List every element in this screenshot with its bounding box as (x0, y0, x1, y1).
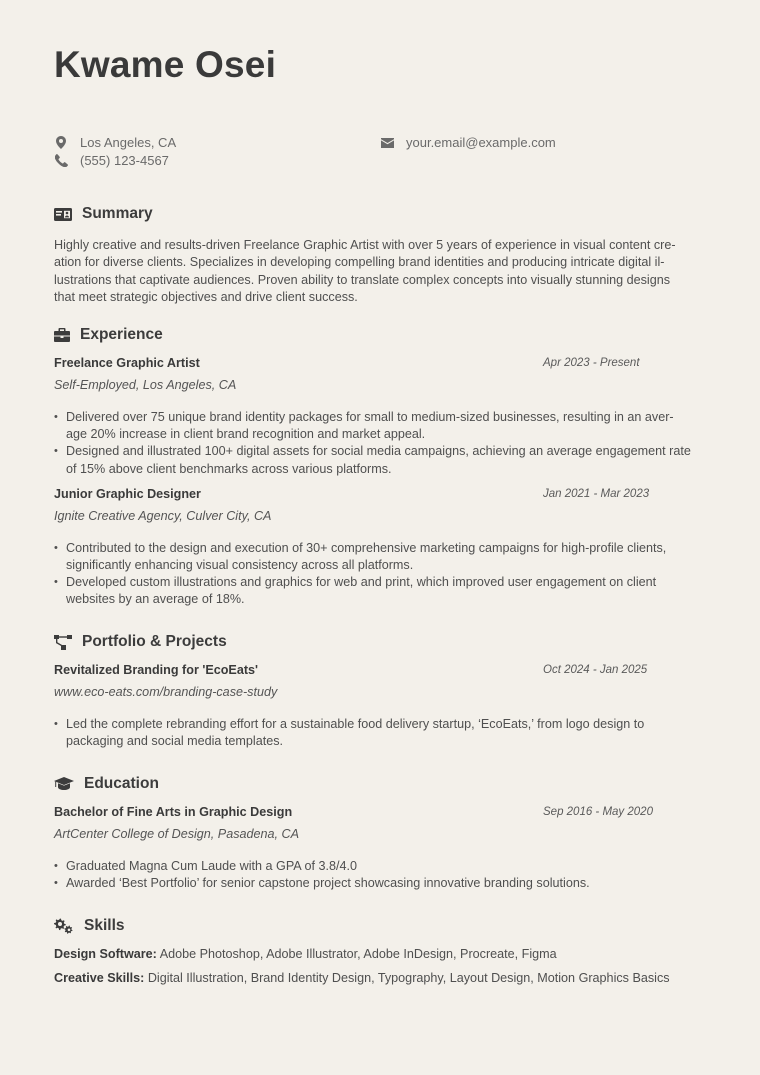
experience-header (54, 326, 706, 344)
skill-row (54, 947, 706, 971)
location-text: Los Angeles, CA (80, 135, 177, 150)
project-entry (54, 663, 706, 750)
education-bullets (54, 858, 706, 892)
skills-title: Skills (84, 917, 125, 934)
summary-line: lustrations that captivate audiences. Proven ability to translate complex concepts into visually stunning designs (54, 272, 671, 287)
degree-title: Bachelor of Fine Arts in Graphic Design (54, 805, 293, 819)
network-icon (54, 635, 72, 650)
bullet-item (54, 409, 706, 443)
project-link[interactable]: www.eco-eats.com/branding-case-study (54, 685, 278, 699)
bullet-item (54, 716, 706, 750)
email-text[interactable]: your.email@example.com (406, 135, 556, 150)
contact-phone (54, 153, 169, 168)
envelope-icon (380, 136, 394, 150)
education-section (54, 775, 706, 892)
bullet-line: Delivered over 75 unique brand identity packages for small to medium-sized businesses, resulting in an aver- (66, 410, 674, 424)
bullet-item (54, 875, 706, 892)
summary-header (54, 205, 706, 223)
graduation-cap-icon (54, 777, 74, 791)
education-title: Education (84, 775, 159, 792)
job-date: Jan 2021 - Mar 2023 (543, 487, 650, 500)
job-title: Junior Graphic Designer (54, 486, 201, 501)
education-header (54, 775, 706, 793)
contact-email[interactable] (380, 135, 556, 150)
skills-header (54, 917, 706, 935)
job-entry (54, 487, 706, 609)
summary-section (54, 205, 706, 307)
bullet-item (54, 443, 706, 477)
bullet-item (54, 540, 706, 574)
summary-text (54, 237, 706, 307)
skill-label: Design Software: (54, 947, 157, 961)
candidate-name: Kwame Osei (54, 44, 277, 85)
job-org: Self-Employed, Los Angeles, CA (54, 378, 237, 392)
job-org: Ignite Creative Agency, Culver City, CA (54, 508, 272, 523)
bullet-line: significantly enhancing visual consistency across all platforms. (66, 558, 414, 573)
job-date: Apr 2023 - Present (543, 357, 640, 369)
summary-line: that meet strategic objectives and drive client success. (54, 290, 358, 305)
bullet-item (54, 858, 706, 875)
education-date: Sep 2016 - May 2020 (543, 806, 653, 818)
bullet-line: Graduated Magna Cum Laude with a GPA of 3.8/4.0 (66, 859, 358, 873)
skill-label: Creative Skills: (54, 971, 145, 985)
school-name: ArtCenter College of Design, Pasadena, CA (54, 827, 300, 841)
bullet-line: packaging and social media templates. (66, 734, 284, 749)
bullet-line: websites by an average of 18%. (66, 592, 245, 607)
skills-section (54, 917, 706, 995)
skill-row (54, 971, 706, 995)
bullet-line: Contributed to the design and execution of 30+ comprehensive marketing campaigns for high-profile clients, (66, 540, 667, 555)
bullet-line: age 20% increase in client brand recognition and market appeal. (66, 427, 426, 442)
gears-icon (54, 918, 74, 934)
experience-section (54, 326, 706, 609)
bullet-line: Awarded ‘Best Portfolio’ for senior capstone project showcasing innovative branding solutions. (66, 876, 590, 891)
job-title: Freelance Graphic Artist (54, 356, 200, 370)
phone-icon (54, 154, 68, 168)
phone-text: (555) 123-4567 (80, 153, 169, 168)
id-card-icon (54, 208, 72, 221)
education-entry (54, 805, 706, 892)
job-bullets (54, 540, 706, 609)
job-entry (54, 356, 706, 478)
briefcase-icon (54, 328, 70, 342)
experience-title: Experience (80, 326, 163, 343)
skill-value: Adobe Photoshop, Adobe Illustrator, Adobe InDesign, Procreate, Figma (159, 947, 557, 961)
summary-line: Highly creative and results-driven Freelance Graphic Artist with over 5 years of experience in visual content cre- (54, 238, 676, 252)
bullet-line: Designed and illustrated 100+ digital assets for social media campaigns, achieving an average engagement rate (66, 444, 691, 459)
job-bullets (54, 409, 706, 478)
summary-line: ation for diverse clients. Specializes in developing compelling brand identities and producing intricate digital il- (54, 255, 665, 270)
bullet-item (54, 574, 706, 608)
bullet-line: of 15% above client benchmarks across various platforms. (66, 461, 392, 476)
project-date: Oct 2024 - Jan 2025 (543, 664, 648, 676)
skill-value: Digital Illustration, Brand Identity Design, Typography, Layout Design, Motion Graphics Basics (147, 971, 670, 985)
portfolio-section (54, 633, 706, 750)
map-pin-icon (54, 136, 68, 150)
portfolio-header (54, 633, 706, 651)
project-name: Revitalized Branding for 'EcoEats' (54, 663, 259, 677)
summary-title: Summary (82, 205, 153, 222)
project-bullets (54, 716, 706, 750)
bullet-line: Developed custom illustrations and graphics for web and print, which improved user engagement on client (66, 575, 657, 590)
portfolio-title: Portfolio & Projects (82, 633, 227, 650)
bullet-line: Led the complete rebranding effort for a sustainable food delivery startup, ‘EcoEats,’ from logo design to (66, 717, 645, 731)
contact-location (54, 135, 176, 150)
contact-info (54, 135, 706, 175)
